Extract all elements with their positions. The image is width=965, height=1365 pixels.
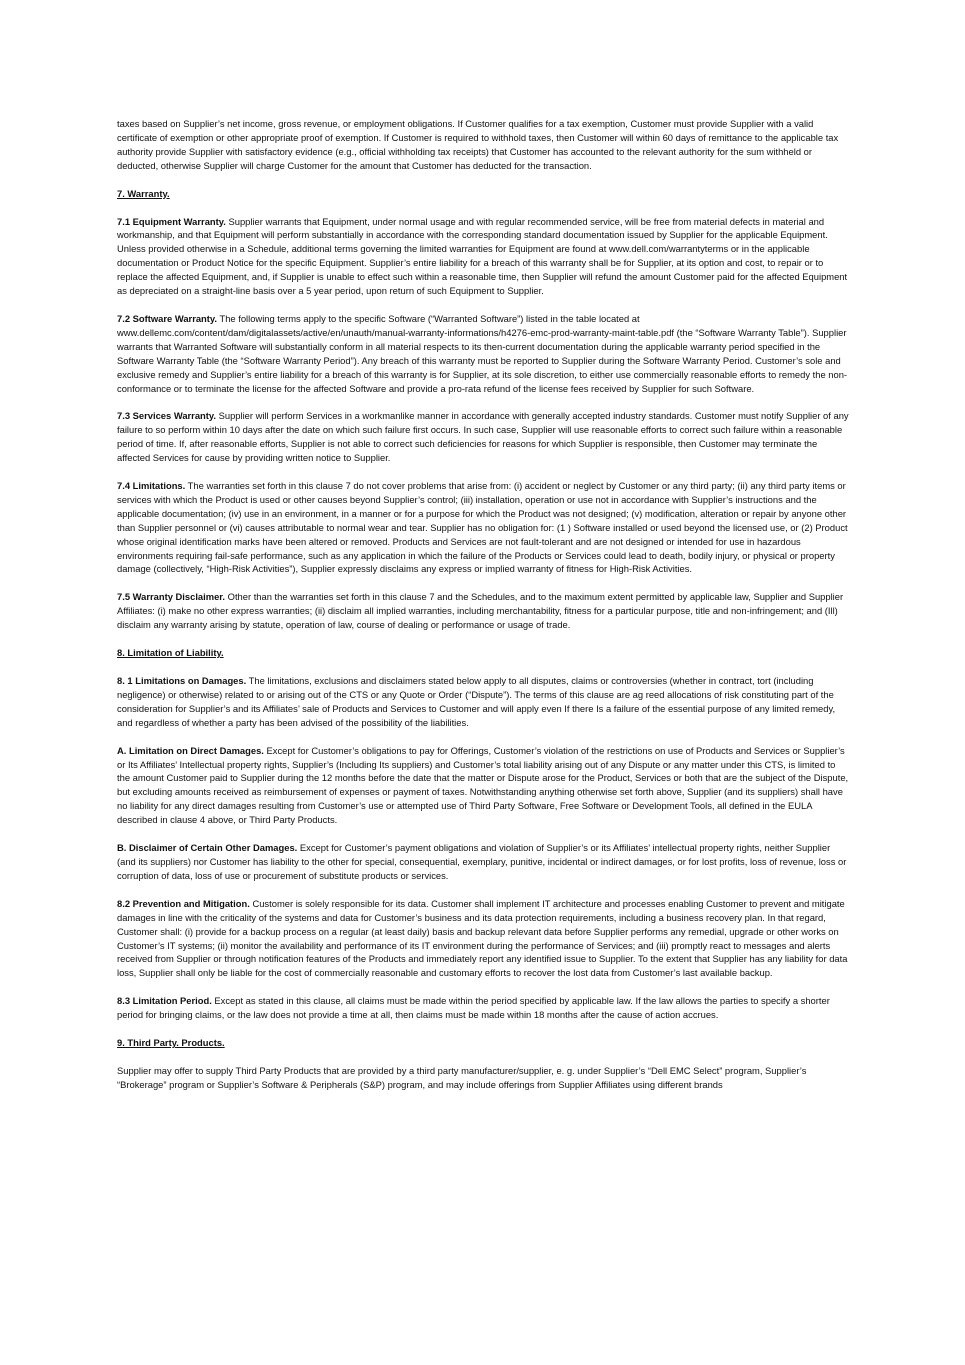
paragraph-prevention-mitigation	[117, 897, 851, 980]
paragraph-services-warranty	[117, 409, 851, 465]
paragraph-taxes	[117, 117, 851, 173]
paragraph-text: taxes based on Supplier’s net income, gross revenue, or employment obligations. If Customer qualifies for a tax exemption, Customer must provide Supplier with a valid certificate of exemption or other appropriate proof of exemption. If Customer is required to withhold taxes, then Customer will within 60 days of remittance to the applicable tax authority provide Supplier with satisfactory evidence (e.g., official withholding tax receipts) that Customer has accounted to the relevant authority for the sum withheld or deducted, otherwise Supplier will charge Customer for the amount that Customer has deducted for the transaction.	[117, 118, 839, 171]
paragraph-text: Supplier will perform Services in a workmanlike manner in accordance with generally accepted industry standards. Customer must notify Supplier of any failure to so perform within 10 days after the date on which such failure first occurs. In such case, Supplier will use reasonable efforts to correct such failure within a reasonable period of time. If, after reasonable efforts, Supplier is not able to correct such deficiencies for reasons for which Supplier is responsible, then Customer may terminate the affected Services for cause by providing written notice to Supplier.	[117, 410, 849, 464]
paragraph-heading: 8.3 Limitation Period.	[117, 995, 212, 1007]
paragraph-heading: 7.1 Equipment Warranty.	[117, 215, 226, 227]
paragraph-limitations-on-damages	[117, 674, 851, 730]
paragraph-limitation-period	[117, 994, 851, 1022]
section-heading-limitation-of-liability: 8. Limitation of Liability.	[117, 647, 224, 659]
paragraph-software-warranty	[117, 312, 851, 395]
section-heading-warranty: 7. Warranty.	[117, 187, 170, 199]
paragraph-text: Customer is solely responsible for its data. Customer shall implement IT architecture and processes enabling Customer to prevent and mitigate damages in line with the criticality of the systems and data for Customer’s business and its data protection requirements, including a business recovery plan. In that regard, Customer shall: (i) provide for a backup process on a regular (at least daily) basis and backup relevant data before Supplier performs any remedial, upgrade or other works on Customer’s IT systems; (ii) monitor the availability and performance of its IT environment during the performance of Services; and (iii) promptly react to messages and alerts received from Supplier or through notification features of the Products and immediately report any identified issue to Supplier. To the extent that Supplier has any liability for data loss, Supplier shall only be liable for the cost of commercially reasonable and customary efforts to recover the lost data from Customer’s last available backup.	[117, 897, 848, 979]
paragraph-warranty-disclaimer	[117, 590, 851, 632]
paragraph-text: Other than the warranties set forth in this clause 7 and the Schedules, and to the maximum extent permitted by applicable law, Supplier and Supplier Affiliates: (i) make no other express warranties; (ii) disclaim all implied warranties, including merchantability, fitness for a particular purpose, title and non-infringement; and (Ill) disclaim any warranty arising by statute, operation of law, course of dealing or performance or usage of trade.	[117, 591, 844, 631]
paragraph-text: Except for Customer’s obligations to pay for Offerings, Customer’s violation of the restrictions on use of Products and Services or Supplier’s or Its Affiliates’ Intellectual property rights, Supplier’s (Including Its suppliers) and Customer’s total liability arising out of any Dispute or any matter under this CTS, is limited to the amount Customer paid to Supplier during the 12 months before the date that the matter or Dispute arose for the Product, Services or both that are the subject of the Dispute, but excluding amounts received as reimbursement of expenses or payment of taxes. Notwithstanding anything otherwise set forth above, Supplier (and its suppliers) shall have no liability for any direct damages resulting from Customer’s use or attempted use of Third Party Software, Free Software or Development Tools, all defined in the EULA described in clause 4 above, or Third Party Products.	[117, 744, 849, 826]
paragraph-heading: 7.5 Warranty Disclaimer.	[117, 591, 226, 603]
paragraph-equipment-warranty	[117, 215, 851, 298]
document-page	[117, 117, 851, 1106]
paragraph-text: The warranties set forth in this clause 7 do not cover problems that arise from: (i) accident or neglect by Customer or any third party; (ii) any third party items or services with which the Product is used or other causes beyond Supplier’s control; (iii) installation, operation or use not in accordance with Supplier’s instructions and the applicable documentation; (iv) use in an environment, in a manner or for a purpose for which the Product was not designed; (v) modification, alteration or repair by anyone other than Supplier personnel or (vi) causes attributable to normal wear and tear. Supplier has no obligation for: (1 ) Software installed or used beyond the licensed use, or (2) Product whose original identification marks have been altered or removed. Products and Services are not fault-tolerant and are not designed or intended for use in hazardous environments requiring fail-safe performance, such as any application in which the failure of the Products or Services could lead to death, bodily injury, or physical or property damage (collectively, “High-Risk Activities”), Supplier expressly disclaims any express or implied warranty of fitness for High-Risk Activities.	[117, 480, 848, 575]
section-heading-third-party-products: 9. Third Party. Products.	[117, 1037, 225, 1049]
paragraph-heading: A. Limitation on Direct Damages.	[117, 744, 264, 756]
paragraph-text: Except for Customer’s payment obligations and violation of Supplier’s or its Affiliates’ intellectual property rights, neither Supplier (and its suppliers) nor Customer has liability to the other for special, consequential, exemplary, punitive, incidental or indirect damages, or for lost profits, loss of revenue, loss or corruption of data, loss of use or procurement of substitute products or services.	[117, 842, 847, 881]
paragraph-heading: 8.2 Prevention and Mitigation.	[117, 897, 250, 909]
paragraph-direct-damages	[117, 744, 851, 827]
paragraph-limitations	[117, 479, 851, 576]
paragraph-other-damages	[117, 841, 851, 883]
paragraph-heading: 7.3 Services Warranty.	[117, 410, 217, 422]
paragraph-heading: 7.4 Limitations.	[117, 480, 186, 492]
paragraph-text: Except as stated in this clause, all claims must be made within the period specified by applicable law. If the law allows the parties to specify a shorter period for bringing claims, or the law does not provide a time at all, then claims must be made within 18 months after the cause of action accrues.	[117, 995, 830, 1021]
paragraph-text: Supplier warrants that Equipment, under normal usage and with regular recommended service, will be free from material defects in material and workmanship, and that Equipment will perform substantially in accordance with the corresponding standard documentation issued by Supplier for the applicable Equipment. Unless provided otherwise in a Schedule, additional terms governing the limited warranties for Equipment are found at www.dell.com/warrantyterms or in the applicable documentation or Product Notice for the specific Equipment. Supplier’s entire liability for a breach of this warranty shall be for Supplier, at its option and cost, to repair or to replace the affected Equipment, and, if Supplier is unable to effect such within a reasonable time, then Supplier will refund the amount Customer paid for the affected Equipment as depreciated on a straight-line basis over a 5 year period, upon return of such Equipment to Supplier.	[117, 215, 848, 297]
paragraph-third-party-products	[117, 1064, 851, 1092]
paragraph-heading: B. Disclaimer of Certain Other Damages.	[117, 842, 298, 854]
paragraph-heading: 7.2 Software Warranty.	[117, 312, 218, 324]
paragraph-text: Supplier may offer to supply Third Party Products that are provided by a third party manufacturer/supplier, e. g. under Supplier’s “Dell EMC Select” program, Supplier’s “Brokerage” program or Supplier’s Software & Peripherals (S&P) program, and may include offerings from Supplier Affiliates using different brands	[117, 1064, 807, 1090]
paragraph-text: The limitations, exclusions and disclaimers stated below apply to all disputes, claims or controversies (whether in contract, tort (including negligence) or otherwise) related to or arising out of the CTS or any Quote or Order (“Dispute”). The terms of this clause are ag reed allocations of risk constituting part of the consideration for Supplier’s and its Affiliates’ sale of Products and Services to Customer and will apply even If there Is a failure of the essential purpose of any limited remedy, and regardless of whether a party has been advised of the possibility of the liabilities.	[117, 675, 836, 728]
paragraph-heading: 8. 1 Limitations on Damages.	[117, 675, 247, 686]
paragraph-text: The following terms apply to the specific Software (“Warranted Software”) listed in the table located at www.dellemc.com/content/dam/digitalassets/active/en/unauth/manual-warranty-informations/h4276-emc-prod-warranty-maint-table.pdf (the “Software Warranty Table”). Supplier warrants that Warranted Software will substantially conform in all material respects to its then-current documentation during the applicable warranty period specified in the Software Warranty Table (the “Software Warranty Period”). Any breach of this warranty must be reported to Supplier during the Software Warranty Period. Customer’s sole and exclusive remedy and Supplier’s entire liability for a breach of this warranty is for Supplier, at its sole discretion, to either use commercially reasonable efforts to remedy the non-conformance or to terminate the license for the affected Software and provide a pro-rata refund of the license fees received by Supplier for such Software.	[117, 312, 848, 394]
